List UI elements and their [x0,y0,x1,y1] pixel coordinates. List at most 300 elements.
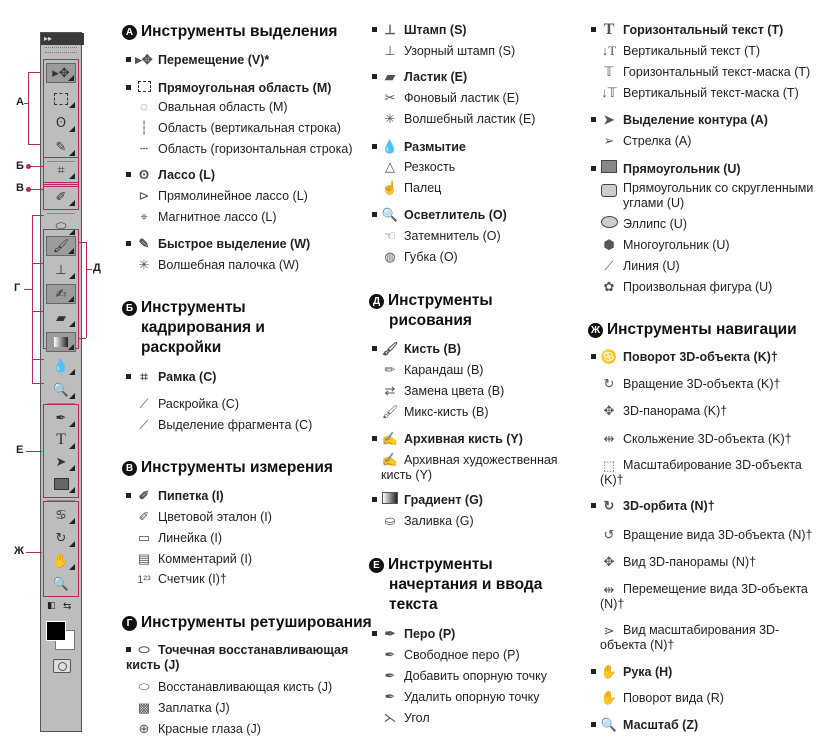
list-item [600,582,825,612]
red-eye-icon: ⊕ [138,721,150,736]
item-label: 3D-орбита (N)† [623,499,715,513]
list-item [600,43,760,59]
item-label: Быстрое выделение (W) [158,237,311,251]
section-d-title [369,291,493,311]
list-item [135,700,230,716]
slice-icon: ⟋ [139,396,149,411]
list-item [600,133,691,149]
paint-bucket-icon: ⛀ [384,513,396,528]
item-label: Заплатка (J) [158,701,230,715]
3d-roll-view-icon: ↺ [603,527,615,542]
foreground-color-swatch[interactable] [46,621,66,641]
item-label: Область (вертикальная строка) [158,121,341,135]
list-item [372,626,455,642]
stamp-tool-button[interactable]: ⊥ [46,260,76,280]
list-item [600,181,820,211]
move-tool-button[interactable]: ▸✥ [46,63,76,83]
item-label: Комментарий (I) [158,552,253,566]
item-label: Линия (U) [623,259,680,273]
callout-line [32,383,44,384]
callout-b: Б [16,160,24,172]
list-item [600,527,813,543]
convert-point-icon: ⋋ [383,710,397,725]
lasso-icon: ʘ [138,167,150,182]
single-column-marquee-icon: ┆ [140,120,148,135]
clone-stamp-icon: ⊥ [384,22,396,37]
list-item [126,236,310,252]
item-label: Удалить опорную точку [404,690,540,704]
item-label: Перемещение (V)* [158,53,270,67]
list-item [600,64,810,80]
item-label: Резкость [404,160,456,174]
list-item [591,664,672,680]
gradient-icon [381,492,399,507]
item-label: Линейка (I) [158,531,222,545]
move-icon: ▸✥ [135,52,153,67]
line-icon: ⟋ [604,258,614,273]
item-label: Фоновый ластик (E) [404,91,520,105]
3d-object-rotate-icon: ♋ [600,349,618,364]
hand-icon: ✋ [600,664,618,679]
list-item [381,647,520,663]
item-label: Рамка (C) [158,370,217,384]
item-label: Узорный штамп (S) [404,44,516,58]
item-label: Архивная кисть (Y) [404,432,523,446]
section-b-title-line3 [141,338,221,358]
item-label: 3D-панорама (K)† [623,404,728,418]
list-item [135,572,227,588]
delete-anchor-icon: ✒ [384,689,396,704]
dodge-icon: 🔍 [381,207,399,222]
slice-select-icon: ⟋ [139,417,149,432]
item-label: Вертикальный текст (T) [623,44,761,58]
callout-e: Е [16,444,24,456]
item-label: Ластик (E) [404,70,468,84]
item-label: Осветлитель (O) [404,208,507,222]
list-item [381,90,519,106]
list-item [135,141,352,157]
magnetic-lasso-icon: ⌖ [140,209,148,224]
blur-icon: 💧 [381,139,399,154]
section-title-text: Инструменты измерения [141,459,333,476]
blur-tool-button[interactable]: 💧 [46,356,76,376]
healing-brush-icon: ⬭ [138,679,150,694]
item-label: Свободное перо (P) [404,648,520,662]
3d-pan-view-icon: ✥ [603,554,615,569]
tools-panel [40,32,82,732]
section-b-title [122,298,246,318]
magic-eraser-icon: ✳ [384,111,396,126]
callout-line [78,242,86,243]
list-item [381,228,501,244]
list-item [135,417,312,433]
pen-icon: ✒ [384,626,396,641]
section-zh-title [588,320,797,340]
item-label: Прямоугольная область (M) [158,81,332,95]
item-label: Масштабирование 3D-объекта (K)† [600,458,802,487]
item-label: Цветовой эталон (I) [158,510,272,524]
list-item [135,120,341,136]
crop-tool-button[interactable]: ⌗ [46,160,76,180]
list-item [381,159,455,175]
list-item [381,513,474,529]
list-item [600,85,799,101]
item-label: Выделение фрагмента (C) [158,418,313,432]
callout-line [32,359,44,360]
callout-v: В [16,182,24,194]
list-item [600,376,780,392]
callout-g: Г [14,282,21,294]
list-item [126,642,366,673]
section-v-badge: В [122,461,137,476]
quick-selection-tool-button[interactable]: ✎ [46,137,76,157]
list-item [591,22,783,38]
section-title-text: Инструменты [388,292,493,309]
note-icon: ▤ [137,551,151,566]
item-label: Счетчик (I)† [158,572,227,586]
zoom-icon: 🔍 [600,717,618,732]
pencil-icon: ✏ [384,362,396,377]
quick-selection-icon: ✎ [138,236,150,251]
item-label: Карандаш (B) [404,363,484,377]
list-item [591,112,768,128]
spot-healing-icon: ⬭ [138,642,150,657]
item-label: Угол [404,711,430,725]
item-label: Восстанавливающая кисть (J) [158,680,333,694]
section-e-title-line3 [389,595,438,615]
add-anchor-icon: ✒ [384,668,396,683]
list-item [600,690,724,706]
polygon-icon: ⬢ [603,237,615,252]
quick-mask-button[interactable] [53,659,71,673]
section-a-badge: A [122,25,137,40]
section-d-title-line2 [389,311,472,331]
callout-line [26,552,42,553]
callout-line [24,289,32,290]
callout-d: Д [93,262,101,274]
list-item [591,717,698,733]
3d-object-roll-icon: ↻ [603,376,615,391]
list-item [135,396,239,412]
list-item [126,488,224,504]
spot-healing-tool-button[interactable]: ⬭ [46,216,76,236]
ruler-icon: ▭ [137,530,151,545]
section-b-title-line2 [141,318,265,338]
brush-tool-button[interactable]: 🖌 [46,236,76,256]
item-label: Палец [404,181,442,195]
list-item [135,530,222,546]
item-label: Архивная художественная кисть (Y) [381,453,558,482]
section-e-title-line2 [389,575,542,595]
item-label: Размытие [404,140,466,154]
callout-line [32,311,44,312]
list-item [600,237,730,253]
hand-tool-button[interactable]: ✋ [46,551,76,571]
path-selection-tool-button[interactable]: ➤ [46,452,76,472]
section-e-title [369,555,493,575]
item-label: Прямоугольник (U) [623,162,741,176]
item-label: Масштаб (Z) [623,718,699,732]
callout-line [78,338,86,339]
item-label: Скольжение 3D-объекта (K)† [623,432,792,446]
callout-line [86,269,92,270]
3d-zoom-view-icon: ⋗ [603,623,615,638]
eraser-tool-button[interactable]: ▰ [46,308,76,328]
list-item [600,258,680,274]
patch-icon: ▩ [137,700,151,715]
list-item [381,43,515,59]
sponge-icon: ◍ [384,249,396,264]
item-label: Вид 3D-панорамы (N)† [623,555,757,569]
ellipse-marquee-icon: ◌ [140,99,148,114]
item-label: Добавить опорную точку [404,669,547,683]
section-title-text: раскройки [141,339,222,356]
callout-line [26,451,42,452]
rotate-view-icon: ✋ [600,690,618,705]
toolbar-separator [47,213,75,214]
ellipse-icon [600,216,618,231]
pen-tool-button[interactable]: ✒ [46,408,76,428]
eraser-icon: ▰ [385,69,395,84]
list-item [600,279,772,295]
item-label: Поворот 3D-объекта (K)† [623,350,778,364]
item-label: Волшебный ластик (E) [404,112,536,126]
zoom-tool-button[interactable]: 🔍 [52,576,70,592]
item-label: Прямоугольник со скругленными углами (U) [623,181,814,210]
eyedropper-tool-button[interactable]: ✐ [46,187,76,207]
item-label: Стрелка (A) [623,134,692,148]
section-title-text: рисования [389,312,472,329]
list-item [381,383,504,399]
callout-line [86,242,87,338]
item-label: Вид масштабирования 3D-объекта (N)† [600,623,780,652]
3d-object-slide-icon: ⇹ [603,431,615,446]
dodge-tool-button[interactable]: 🔍 [46,380,76,400]
type-tool-button[interactable]: T [46,430,76,450]
lasso-tool-button[interactable]: ʘ [46,113,76,133]
list-item [372,431,523,447]
swap-colors-icon[interactable]: ⇆ [63,601,72,612]
rect-marquee-icon [135,80,153,95]
list-item [126,167,215,183]
list-item [372,22,467,38]
3d-object-pan-icon: ✥ [603,403,615,418]
gradient-tool-button[interactable] [46,332,76,352]
item-label: Овальная область (M) [158,100,288,114]
item-label: Магнитное лассо (L) [158,210,277,224]
custom-shape-icon: ✿ [603,279,615,294]
item-label: Произвольная фигура (U) [623,280,773,294]
list-item [135,257,299,273]
callout-dot [26,164,31,169]
polygonal-lasso-icon: ⊳ [138,188,150,203]
list-item [381,249,458,265]
list-item [381,452,581,483]
item-label: Прямолинейное лассо (L) [158,189,308,203]
callout-zh: Ж [14,545,24,557]
list-item [600,554,756,570]
item-label: Многоугольник (U) [623,238,730,252]
list-item [381,362,483,378]
pattern-stamp-icon: ⊥ [384,43,396,58]
list-item [372,69,467,85]
path-selection-icon: ➤ [603,112,615,127]
smudge-icon: ☝ [381,180,399,195]
section-a-title [122,22,337,42]
history-brush-icon: ✍ [381,431,399,446]
list-item [600,216,687,232]
section-title-text: Инструменты выделения [141,23,338,40]
list-item [372,207,507,223]
list-item [591,498,715,514]
callout-line [28,72,40,73]
list-item [135,209,277,225]
list-item [126,369,216,385]
shape-tool-button[interactable] [46,474,76,494]
eyedropper-icon: ✐ [138,488,150,503]
list-item [381,180,441,196]
callout-line [32,263,44,264]
item-label: Раскройка (C) [158,397,239,411]
history-brush-tool-button[interactable]: ✍ [46,284,76,304]
item-label: Заливка (G) [404,514,474,528]
collapse-arrows-icon[interactable]: ▸▸ [44,34,53,43]
list-item [381,689,539,705]
section-e-badge: Е [369,558,384,573]
3d-rotate-tool-button[interactable]: ♋ [46,505,76,525]
art-history-brush-icon: ✍ [381,452,399,467]
list-item [372,139,466,155]
callout-line [32,215,33,383]
freeform-pen-icon: ✒ [384,647,396,662]
rectangle-icon [600,160,618,176]
3d-walk-view-icon: ⇹ [603,582,615,597]
section-g-title [122,613,372,633]
brush-icon: 🖌 [381,341,399,356]
section-b-badge: Б [122,301,137,316]
color-replacement-icon: ⇄ [384,383,396,398]
item-label: Штамп (S) [404,23,467,37]
burn-icon: ☜ [384,228,396,243]
item-label: Выделение контура (A) [623,113,768,127]
item-label: Затемнитель (O) [404,229,501,243]
item-label: Поворот вида (R) [623,691,724,705]
rounded-rectangle-icon [600,184,618,200]
item-label: Градиент (G) [404,493,483,507]
list-item [381,111,535,127]
section-title-text: Инструменты [141,299,246,316]
section-title-text: начертания и ввода [389,576,543,593]
callout-a: А [16,96,24,108]
mixer-brush-icon: 🖌 [381,404,399,419]
section-title-text: кадрирования и [141,319,265,336]
item-label: Микс-кисть (B) [404,405,489,419]
list-item [135,551,252,567]
callout-line [24,103,28,104]
crop-icon: ⌗ [140,369,148,384]
item-label: Область (горизонтальная строка) [158,142,353,156]
vertical-type-mask-icon: ↓𝕋 [601,85,617,100]
3d-orbit-icon: ↻ [603,498,615,513]
list-item [381,710,430,726]
section-title-text: Инструменты ретуширования [141,614,372,631]
callout-a-bracket [28,72,29,144]
section-d-badge: Д [369,294,384,309]
item-label: Лассо (L) [158,168,216,182]
list-item [381,404,489,420]
3d-object-scale-icon: ⬚ [602,458,616,473]
item-label: Кисть (B) [404,342,461,356]
section-title-text: Инструменты навигации [607,321,797,338]
list-item [591,160,741,177]
background-eraser-icon: ✂ [384,90,396,105]
list-item [600,431,792,447]
list-item [600,403,727,419]
section-g-badge: Г [122,616,137,631]
section-title-text: текста [389,596,438,613]
item-label: Перемещение вида 3D-объекта (N)† [600,582,808,611]
list-item [591,349,778,365]
marquee-tool-button[interactable] [46,89,76,109]
sharpen-icon: △ [385,159,395,174]
magic-wand-icon: ✳ [138,257,150,272]
item-label: Губка (O) [404,250,458,264]
list-item [135,188,308,204]
list-item [372,341,461,357]
item-label: Точечная восстанавливающая кисть (J) [126,643,349,672]
item-label: Вращение вида 3D-объекта (N)† [623,528,813,542]
list-item [135,679,332,695]
list-item [135,509,272,525]
callout-dot [26,187,31,192]
count-icon: 1²³ [137,574,151,586]
section-title-text: Инструменты [388,556,493,573]
color-sampler-icon: ✐ [138,509,150,524]
list-item [135,721,261,737]
callout-line [32,215,44,216]
vertical-type-icon: ↓T [601,43,617,58]
direct-selection-icon: ➢ [603,133,615,148]
list-item [372,492,483,508]
item-label: Горизонтальный текст (T) [623,23,784,37]
default-colors-icon[interactable]: ◧ [47,601,56,611]
callout-line [28,144,40,145]
panel-collapse-bar[interactable] [41,33,84,45]
list-item [381,668,547,684]
section-v-title [122,458,333,478]
horizontal-type-icon: T [603,21,615,38]
list-item [600,623,825,653]
section-zh-badge: Ж [588,323,603,338]
panel-grip[interactable] [45,47,77,53]
3d-orbit-tool-button[interactable]: ↻ [46,528,76,548]
list-item [126,80,331,96]
item-label: Горизонтальный текст-маска (T) [623,65,811,79]
item-label: Волшебная палочка (W) [158,258,300,272]
item-label: Вертикальный текст-маска (T) [623,86,799,100]
item-label: Эллипс (U) [623,217,687,231]
single-row-marquee-icon: ┄ [140,141,148,156]
item-label: Рука (H) [623,665,673,679]
item-label: Замена цвета (B) [404,384,505,398]
list-item [135,99,288,115]
item-label: Перо (P) [404,627,456,641]
item-label: Вращение 3D-объекта (K)† [623,377,781,391]
list-item [600,458,825,488]
horizontal-type-mask-icon: 𝕋 [604,64,614,79]
item-label: Красные глаза (J) [158,722,261,736]
item-label: Пипетка (I) [158,489,224,503]
